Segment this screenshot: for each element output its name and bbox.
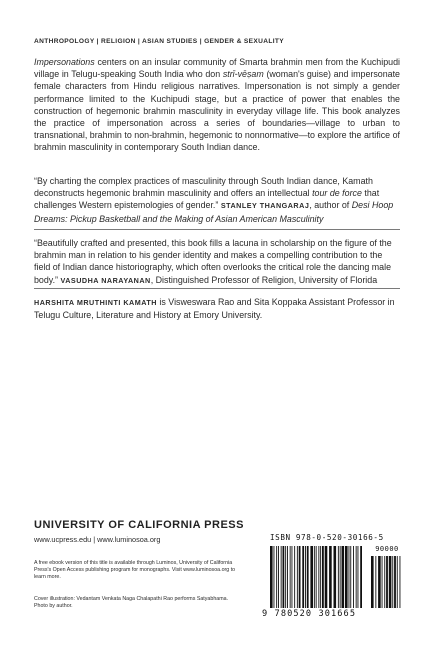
barcode-bar [299, 546, 301, 608]
divider [34, 288, 400, 289]
barcode-bar [297, 546, 298, 608]
barcode-bar [360, 546, 362, 608]
endorsement-quote-1: “By charting the complex practices of masculinity through South Indian dance, Kamath deconstructs hegemonic brahmin masculinity and offers an intellectual tour de force that challenges Western epistemologies of gender.” STANLEY THANGARAJ, author of Desi Hoop Dreams: Pickup Basketball and the Making of Asian American Masculinity [34, 176, 394, 224]
barcode-bar [292, 546, 293, 608]
barcode-bar [386, 556, 388, 608]
barcode-bar [382, 556, 383, 608]
barcode-bar [316, 546, 317, 608]
barcode-bar [345, 546, 348, 608]
endorsement-quote-2: “Beautifully crafted and presented, this book fills a lacuna in scholarship on the figure of the brahmin man in relation to his gender identity and makes a compelling contribution to the field of Indian dance historiography, which often overlooks the critical role the dancing male body.” VASUDHA NARAYANAN, Distinguished Professor of Religion, University of Florida [34, 238, 392, 285]
barcode-bar [329, 546, 332, 608]
barcode-bar [356, 546, 357, 608]
barcode-bar [350, 546, 351, 608]
barcode-bar [274, 546, 275, 608]
endorser-name: STANLEY THANGARAJ [220, 201, 310, 211]
barcode-bar [283, 546, 285, 608]
publisher-name: UNIVERSITY OF CALIFORNIA PRESS [34, 519, 244, 531]
publisher-urls: www.ucpress.edu | www.luminosoa.org [34, 535, 161, 544]
barcode-bar [278, 546, 279, 608]
barcode-bar [375, 556, 376, 608]
barcode-bar [318, 546, 319, 608]
barcode-bar [325, 546, 328, 608]
isbn-label: ISBN 978-0-520-30166-5 [270, 533, 384, 542]
book-description: Impersonations centers on an insular community of Smarta brahmin men from the Kuchipudi village in Telugu-speaking South India who don strī-vēṣam (woman's guise) and impersonate female characters from Hindu religious narratives. Impersonation is not simply a gender performance limited to the Kuchipudi stage, but a practice of power that enables the construction of hegemonic brahmin masculinity in everyday village life. This book analyzes the practice of impersonation across a series of boundaries—village to urban to transnational, brahmin to non-brahmin, hegemonic to nonnormative—to explore the artifice of brahmin masculinity in contemporary South Indian dance. [34, 57, 400, 153]
barcode-bar [281, 546, 282, 608]
barcode-bar [285, 546, 286, 608]
barcode-bar [290, 546, 291, 608]
barcode-bar [394, 556, 396, 608]
barcode-bar [371, 556, 374, 608]
barcode-bar [314, 546, 315, 608]
barcode-bar [276, 546, 277, 608]
barcode-bar [294, 546, 295, 608]
ebook-note: A free ebook version of this title is available through Luminos, University of California Press's Open Access publishing program for monographs. Visit www.luminosoa.org to learn more. [34, 560, 236, 581]
isbn-barcode [270, 546, 364, 608]
barcode-bar [378, 556, 381, 608]
barcode-bar [353, 546, 354, 608]
barcode-bar [270, 546, 273, 608]
barcode-bar [389, 556, 392, 608]
author-bio: HARSHITA MRUTHINTI KAMATH is Visweswara Rao and Sita Koppaka Assistant Professor in Telugu Culture, Literature and History at Emory University. [34, 297, 395, 321]
barcode-bar [338, 546, 339, 608]
price-addon-barcode [371, 556, 403, 608]
barcode-bar [349, 546, 350, 608]
author-name: HARSHITA MRUTHINTI KAMATH [34, 298, 157, 307]
barcode-bar [302, 546, 304, 608]
barcode-bar [305, 546, 306, 608]
barcode-digits: 9 780520 301665 [262, 609, 357, 619]
subject-categories: ANTHROPOLOGY | RELIGION | ASIAN STUDIES | GENDER & SEXUALITY [34, 38, 285, 45]
barcode-bar [334, 546, 337, 608]
barcode-bar [397, 556, 398, 608]
endorser-name: VASUDHA NARAYANAN [60, 275, 151, 285]
barcode-bar [400, 556, 401, 608]
barcode-bar [392, 556, 393, 608]
endorser-book-title: Desi Hoop Dreams: Pickup Basketball and the Making of Asian American Masculinity [34, 200, 394, 224]
cover-credit: Cover illustration: Vedantam Venkata Naga Chalapathi Rao performs Satyabhama. Photo by author. [34, 596, 229, 610]
barcode-bar [322, 546, 324, 608]
barcode-bar [384, 556, 385, 608]
barcode-bar [320, 546, 321, 608]
barcode-bar [310, 546, 313, 608]
barcode-bar [340, 546, 341, 608]
book-title: Impersonations [34, 57, 95, 67]
barcode-bar [342, 546, 345, 608]
price-addon-label: 90000 [375, 545, 399, 553]
barcode-bar [307, 546, 309, 608]
barcode-bar [358, 546, 359, 608]
sanskrit-term: strī-vēṣam [222, 69, 264, 80]
barcode-bar [287, 546, 288, 608]
divider [34, 229, 400, 230]
